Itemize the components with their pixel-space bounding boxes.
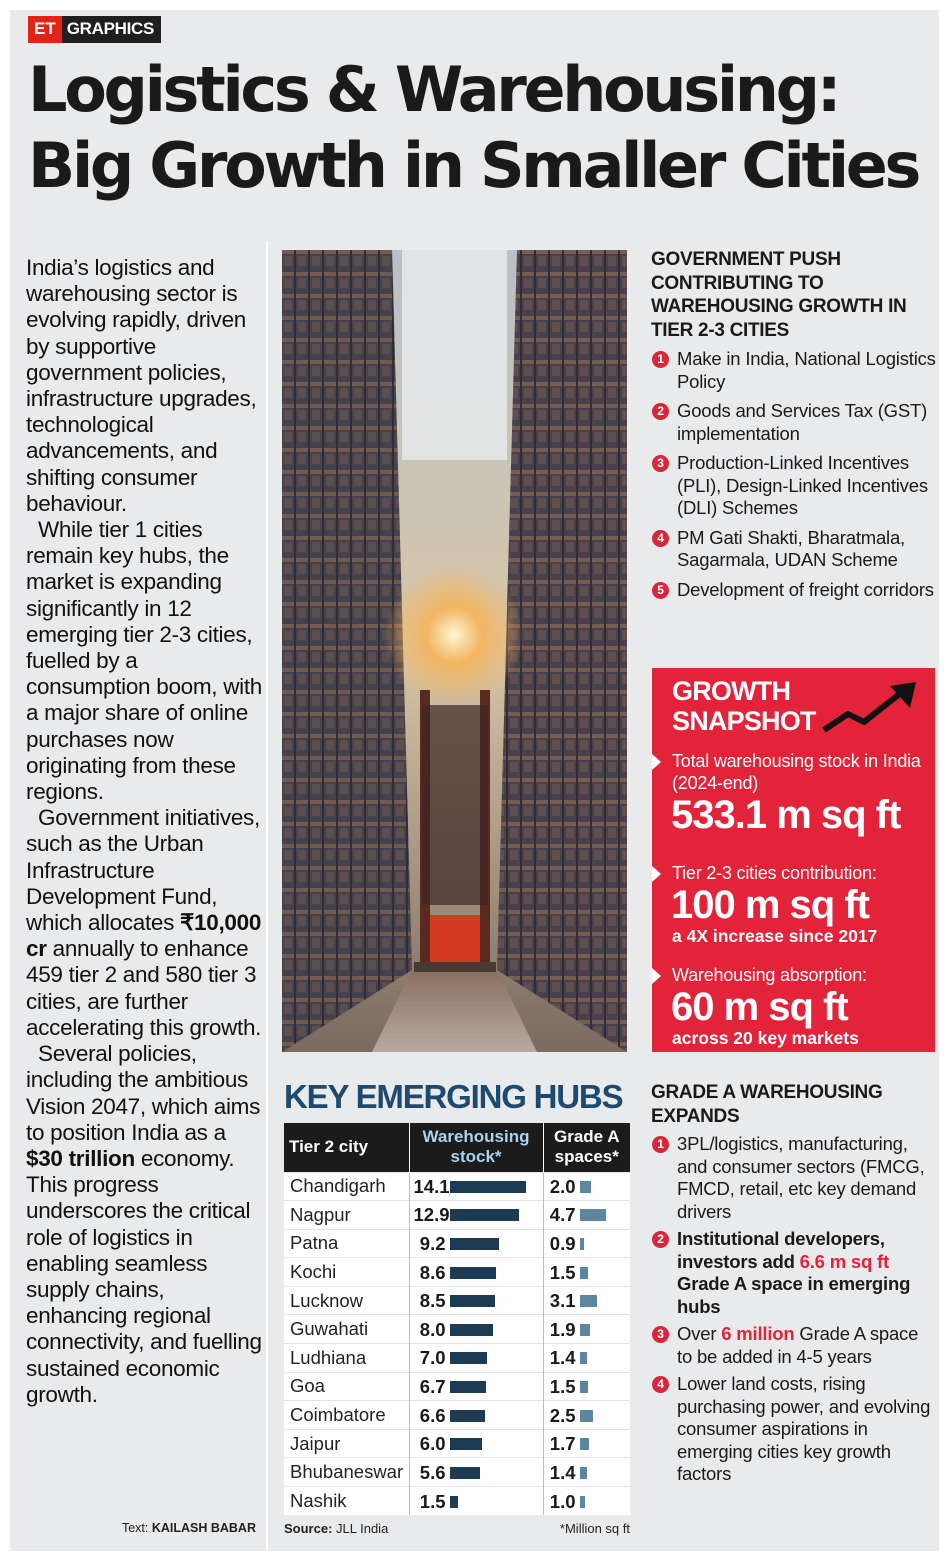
grade-bar <box>580 1381 588 1393</box>
city-name: Kochi <box>284 1258 409 1287</box>
city-name: Bhubaneswar <box>284 1458 409 1487</box>
et-graphics-tag <box>28 16 161 43</box>
gov-push-item: 1 Make in India, National Logistics Policy <box>651 348 937 393</box>
grade-value: 0.9 <box>549 1233 576 1255</box>
number-badge: 2 <box>652 403 669 420</box>
hubs-title: KEY EMERGING HUBS <box>284 1078 623 1115</box>
et-logo: ET <box>28 16 62 43</box>
page-title <box>28 52 928 204</box>
city-name: Ludhiana <box>284 1344 409 1373</box>
grade-value: 2.0 <box>549 1175 576 1197</box>
growth-snapshot-title: GROWTH SNAPSHOT <box>672 676 816 736</box>
stock-bar <box>450 1438 482 1450</box>
grade-value: 1.4 <box>549 1347 576 1369</box>
number-badge: 3 <box>652 455 669 472</box>
stock-value: 12.9 <box>413 1204 450 1226</box>
table-row <box>284 1172 630 1201</box>
stock-bar <box>450 1496 458 1508</box>
graphics-label: GRAPHICS <box>62 16 161 43</box>
table-row <box>284 1315 630 1344</box>
gov-push-list <box>651 348 937 608</box>
stock-cell <box>409 1172 543 1201</box>
grade-bar <box>580 1209 606 1221</box>
grade-cell <box>543 1201 630 1230</box>
city-name: Coimbatore <box>284 1401 409 1430</box>
stock-cell <box>409 1229 543 1258</box>
stock-bar <box>450 1352 488 1364</box>
grade-bar <box>580 1238 585 1250</box>
article-paragraph-4: Several policies, including the ambitious Vision 2047, which aims to position India as a $30 trillion economy. This progress underscores the critical role of logistics in enabling seamless supply chains, enhancing regional connectivity, and fuelling sustained economic growth. <box>26 1041 262 1407</box>
grade-bar <box>580 1324 591 1336</box>
stock-cell <box>409 1286 543 1315</box>
city-name: Chandigarh <box>284 1172 409 1201</box>
gov-push-item: 4 PM Gati Shakti, Bharatmala, Sagarmala, UDAN Scheme <box>651 527 937 572</box>
growth-snapshot-panel <box>652 668 935 1052</box>
table-row <box>284 1344 630 1373</box>
number-badge: 5 <box>652 582 669 599</box>
grade-bar <box>580 1438 589 1450</box>
stock-value: 6.7 <box>419 1376 446 1397</box>
grade-cell <box>543 1344 630 1373</box>
growth-item-tier-contribution: Tier 2-3 cities contribution: 100 m sq ft a 4X increase since 2017 <box>652 862 935 946</box>
trend-up-arrow-icon <box>820 680 920 738</box>
stock-cell <box>409 1372 543 1401</box>
grade-value: 1.9 <box>549 1318 576 1340</box>
number-badge: 1 <box>652 351 669 368</box>
table-row <box>284 1458 630 1487</box>
grade-value: 4.7 <box>549 1204 576 1226</box>
grade-cell <box>543 1286 630 1315</box>
table-row <box>284 1286 630 1315</box>
number-badge: 3 <box>652 1326 669 1343</box>
title-line-2: Big Growth in Smaller Cities <box>28 129 919 202</box>
grade-bar <box>580 1352 588 1364</box>
text-credit: Text: KAILASH BABAR <box>121 1521 256 1535</box>
grade-bar <box>580 1181 591 1193</box>
grade-cell <box>543 1172 630 1201</box>
gov-push-heading: GOVERNMENT PUSH CONTRIBUTING TO WAREHOUSING GROWTH IN TIER 2-3 CITIES <box>651 249 907 341</box>
stock-value: 7.0 <box>419 1347 446 1369</box>
grade-cell <box>543 1458 630 1487</box>
stock-value: 14.1 <box>413 1175 450 1197</box>
stock-cell <box>409 1458 543 1487</box>
stock-value: 8.6 <box>419 1261 446 1283</box>
stock-bar <box>450 1467 480 1479</box>
grade-cell <box>543 1487 630 1516</box>
stock-value: 1.5 <box>419 1490 446 1512</box>
grade-a-item: 2 Institutional developers, investors add 6.6 m sq ft Grade A space in emerging hubs <box>651 1228 937 1318</box>
stock-bar <box>450 1410 486 1422</box>
city-name: Nashik <box>284 1487 409 1516</box>
stock-cell <box>409 1201 543 1230</box>
table-row <box>284 1487 630 1516</box>
table-row <box>284 1201 630 1230</box>
grade-a-list <box>651 1133 937 1491</box>
stock-value: 5.6 <box>419 1461 446 1483</box>
grade-bar <box>580 1267 588 1279</box>
grade-value: 1.5 <box>549 1376 576 1397</box>
hubs-table-body <box>284 1172 630 1515</box>
stock-value: 6.0 <box>419 1433 446 1455</box>
stock-bar <box>450 1324 493 1336</box>
infographic-page <box>10 10 939 1551</box>
grade-value: 2.5 <box>549 1404 576 1426</box>
grade-value: 1.5 <box>549 1261 576 1283</box>
number-badge: 4 <box>652 530 669 547</box>
col-header-grade: Grade A spaces* <box>543 1123 630 1172</box>
stock-bar <box>450 1238 500 1250</box>
grade-cell <box>543 1315 630 1344</box>
grade-cell <box>543 1429 630 1458</box>
city-name: Lucknow <box>284 1286 409 1315</box>
gov-push-item: 2 Goods and Services Tax (GST) implementation <box>651 400 937 445</box>
stock-value: 8.0 <box>419 1318 446 1340</box>
unit-note: *Million sq ft <box>559 1521 630 1536</box>
stock-cell <box>409 1401 543 1430</box>
article-paragraph-2: While tier 1 cities remain key hubs, the market is expanding significantly in 12 emerging tier 2-3 cities, fuelled by a consumption boom, with a major share of online purchases now originating from these regions. <box>26 517 263 805</box>
stock-value: 9.2 <box>419 1233 446 1255</box>
grade-value: 3.1 <box>549 1290 576 1312</box>
col-header-city: Tier 2 city <box>284 1123 409 1172</box>
stock-bar <box>450 1181 526 1193</box>
growth-item-stock: Total warehousing stock in India (2024-end) 533.1 m sq ft <box>652 750 935 836</box>
stock-bar <box>450 1381 486 1393</box>
number-badge: 1 <box>652 1136 669 1153</box>
stock-value: 6.6 <box>419 1404 446 1426</box>
article-paragraph-1: India’s logistics and warehousing sector is evolving rapidly, driven by supportive government policies, infrastructure upgrades, technological advancements, and shifting consumer behaviour. <box>26 255 257 516</box>
warehouse-photo <box>282 250 627 1052</box>
table-row <box>284 1372 630 1401</box>
city-name: Patna <box>284 1229 409 1258</box>
grade-cell <box>543 1401 630 1430</box>
grade-bar <box>580 1295 597 1307</box>
number-badge: 4 <box>652 1376 669 1393</box>
source-note: Source: JLL India <box>284 1521 389 1536</box>
stock-cell <box>409 1429 543 1458</box>
city-name: Goa <box>284 1372 409 1401</box>
city-name: Jaipur <box>284 1429 409 1458</box>
grade-cell <box>543 1229 630 1258</box>
stock-cell <box>409 1487 543 1516</box>
grade-a-heading: GRADE A WAREHOUSING EXPANDS <box>651 1082 883 1127</box>
hubs-table <box>284 1123 630 1515</box>
grade-cell <box>543 1372 630 1401</box>
article-paragraph-3: Government initiatives, such as the Urban Infrastructure Development Fund, which allocates ₹10,000 cr annually to enhance 459 tier 2 and 580 tier 3 cities, are further accelerating this growth. <box>26 805 262 1040</box>
number-badge: 2 <box>652 1231 669 1248</box>
grade-bar <box>580 1467 588 1479</box>
grade-value: 1.4 <box>549 1461 576 1483</box>
title-line-1: Logistics & Warehousing: <box>28 53 839 126</box>
stock-bar <box>450 1267 496 1279</box>
grade-value: 1.0 <box>549 1490 576 1512</box>
stock-cell <box>409 1344 543 1373</box>
gov-push-item: 3 Production-Linked Incentives (PLI), Design-Linked Incentives (DLI) Schemes <box>651 452 937 520</box>
stock-cell <box>409 1258 543 1287</box>
growth-item-absorption: Warehousing absorption: 60 m sq ft across 20 key markets <box>652 964 935 1048</box>
stock-bar <box>450 1295 496 1307</box>
article-body <box>26 255 264 1408</box>
stock-value: 8.5 <box>419 1290 446 1312</box>
table-row <box>284 1258 630 1287</box>
grade-a-item: 3 Over 6 million Grade A space to be added in 4-5 years <box>651 1323 937 1368</box>
grade-bar <box>580 1496 586 1508</box>
stock-bar <box>450 1209 520 1221</box>
stock-cell <box>409 1315 543 1344</box>
city-name: Nagpur <box>284 1201 409 1230</box>
grade-value: 1.7 <box>549 1433 576 1455</box>
grade-bar <box>580 1410 594 1422</box>
grade-cell <box>543 1258 630 1287</box>
table-row <box>284 1401 630 1430</box>
article-column <box>10 241 268 1551</box>
grade-a-item: 1 3PL/logistics, manufacturing, and consumer sectors (FMCG, FMCD, retail, etc key demand drivers <box>651 1133 937 1223</box>
table-row <box>284 1429 630 1458</box>
grade-a-item: 4 Lower land costs, rising purchasing power, and evolving consumer aspirations in emerging cities key growth factors <box>651 1373 937 1486</box>
gov-push-item: 5 Development of freight corridors <box>651 579 937 602</box>
table-row <box>284 1229 630 1258</box>
city-name: Guwahati <box>284 1315 409 1344</box>
col-header-stock: Warehousing stock* <box>409 1123 543 1172</box>
